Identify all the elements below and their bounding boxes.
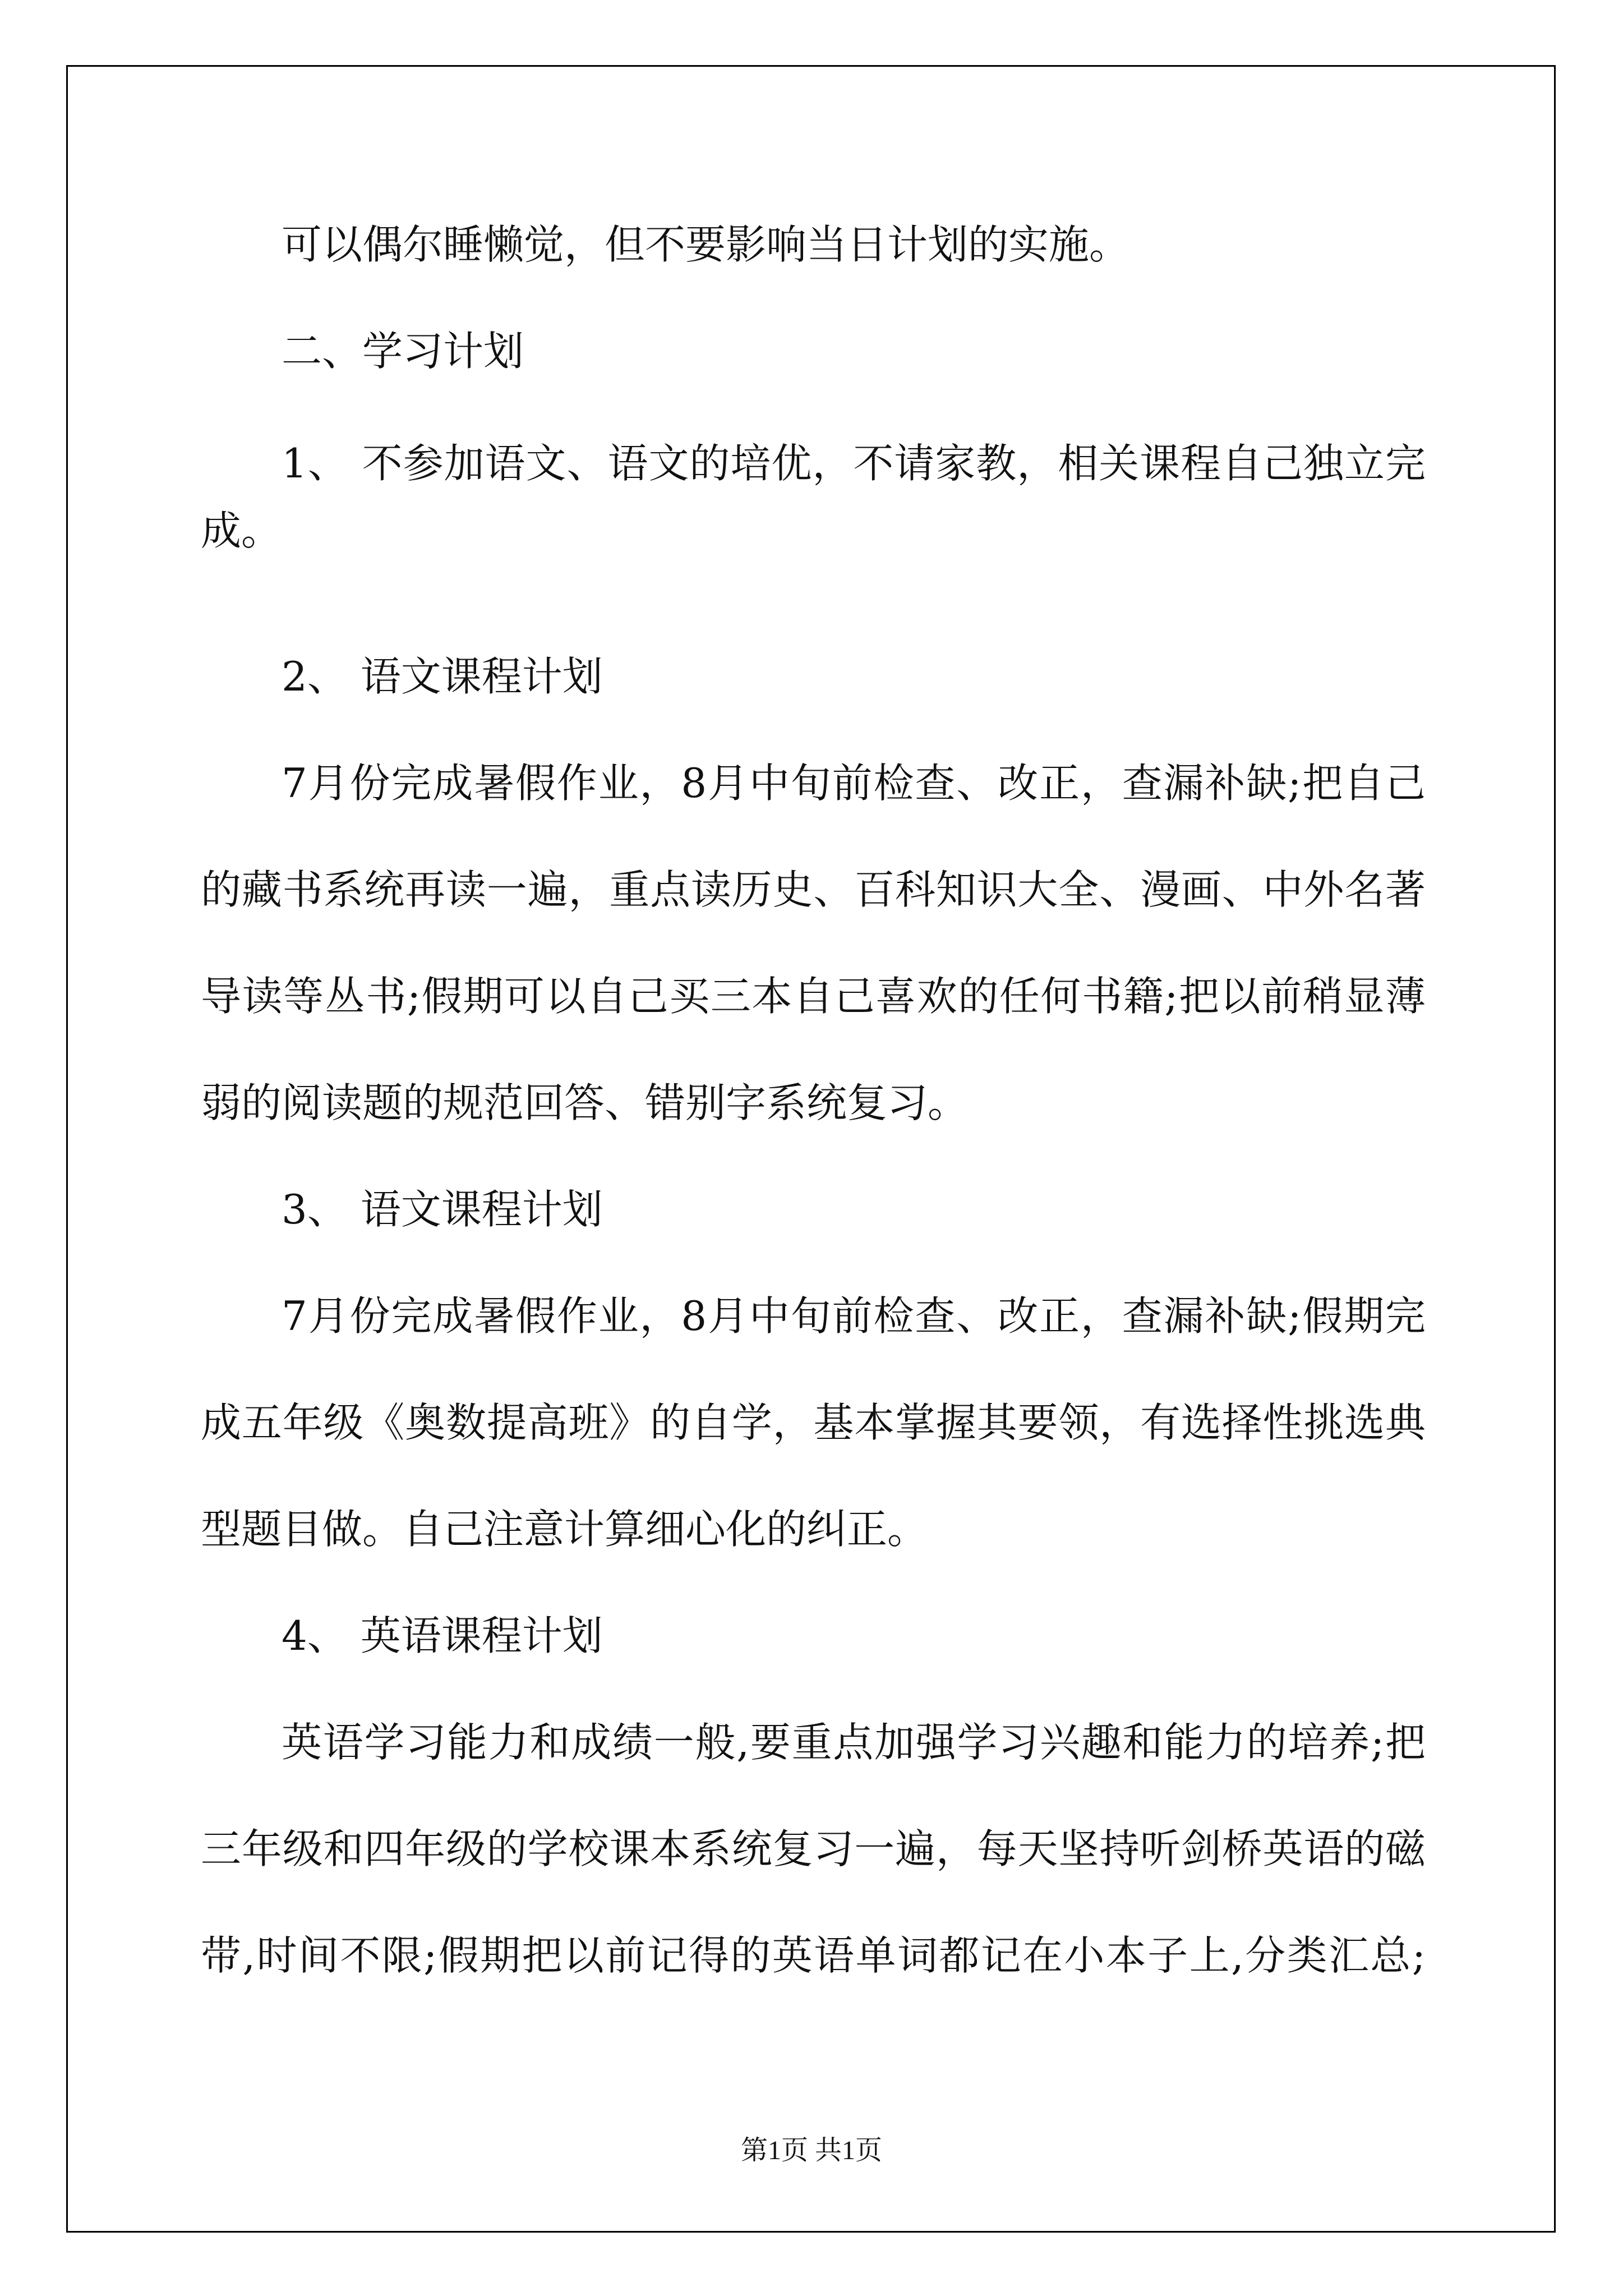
section-heading-study-plan: 二、学习计划: [282, 328, 524, 375]
text-line-16: 三年级和四年级的学校课本系统复习一遍，每天坚持听剑桥英语的磁: [201, 1825, 1426, 1872]
text-line-15: 英语学习能力和成绩一般,要重点加强学习兴趣和能力的培养;把: [282, 1719, 1426, 1766]
text-line-9: 弱的阅读题的规范回答、错别字系统复习。: [201, 1079, 969, 1126]
subheading-chinese-course-2: 3、 语文课程计划: [282, 1186, 603, 1233]
text-line-17: 带,时间不限;假期把以前记得的英语单词都记在小本子上,分类汇总;: [201, 1932, 1426, 1979]
text-line-7: 的藏书系统再读一遍，重点读历史、百科知识大全、漫画、中外名著: [201, 866, 1426, 913]
page-footer: 第1页 共1页: [740, 2136, 882, 2165]
page-border: [66, 65, 1556, 2233]
text-line-11: 7月份完成暑假作业，8月中旬前检查、改正，查漏补缺;假期完: [282, 1292, 1426, 1340]
subheading-chinese-course: 2、 语文课程计划: [282, 653, 603, 700]
text-line-8: 导读等丛书;假期可以自己买三本自己喜欢的任何书籍;把以前稍显薄: [201, 973, 1426, 1020]
text-line-3: 1、 不参加语文、语文的培优，不请家教，相关课程自己独立完: [282, 440, 1426, 487]
text-line-12: 成五年级《奥数提高班》的自学，基本掌握其要领，有选择性挑选典: [201, 1399, 1426, 1446]
text-line-4: 成。: [201, 507, 282, 554]
text-line-1: 可以偶尔睡懒觉，但不要影响当日计划的实施。: [282, 221, 1130, 268]
subheading-english-course: 4、 英语课程计划: [282, 1612, 603, 1659]
text-line-13: 型题目做。自己注意计算细心化的纠正。: [201, 1506, 928, 1553]
text-line-6: 7月份完成暑假作业，8月中旬前检查、改正，查漏补缺;把自己: [282, 760, 1426, 807]
